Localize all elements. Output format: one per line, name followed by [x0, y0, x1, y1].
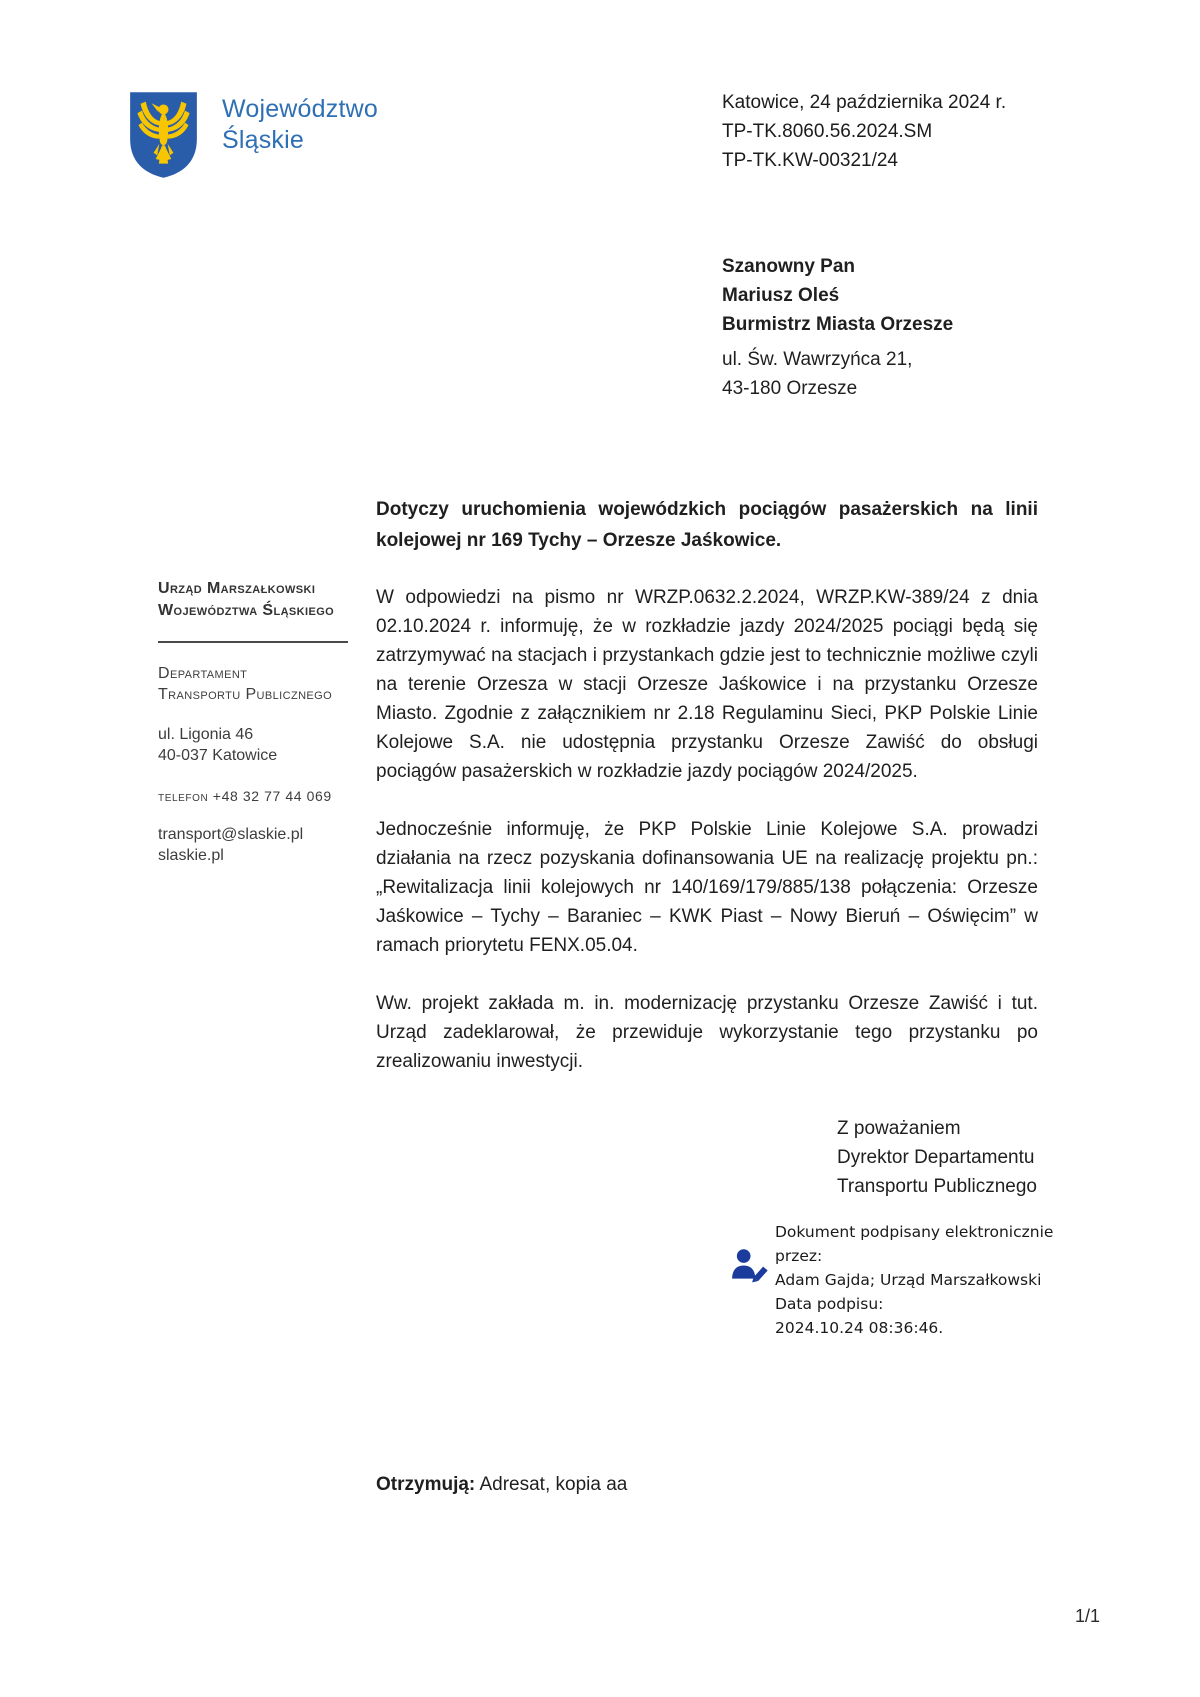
paragraph-2: Jednocześnie informuję, że PKP Polskie Linie Kolejowe S.A. prowadzi działania na rzecz pozyskania dofinansowania UE na realizację projektu pn.: „Rewitalizacja linii kolejowych nr 140/169/179/885/138 połączenia: Orzesze Jaśkowice – Tychy – Baraniec – KWK Piast – Nowy Bieruń – Oświęcim” w ramach priorytetu FENX.05.04. — [376, 819, 1038, 956]
sender-sidebar — [158, 578, 363, 866]
coat-of-arms-icon — [127, 90, 200, 180]
sender-department-line2: Transportu Publicznego — [158, 686, 333, 703]
sender-department-line1: Departament — [158, 665, 248, 682]
letter-body — [376, 583, 1038, 1105]
sender-contact — [158, 824, 363, 866]
recipient-block — [722, 252, 953, 403]
letterhead — [127, 90, 378, 180]
sender-email: transport@slaskie.pl — [158, 826, 304, 843]
closing-line1: Z poważaniem — [837, 1118, 961, 1139]
paragraph-1: W odpowiedzi na pismo nr WRZP.0632.2.2024, WRZP.KW-389/24 z dnia 02.10.2024 r. informuję, że w rozkładzie jazdy 2024/2025 pociągi będą się zatrzymywać na stacjach i przystankach gdzie jest to technicznie możliwe czyli na terenie Orzesza w stacji Orzesze Jaśkowice i na przystanku Orzesze Miasto. Zgodnie z załącznikiem nr 2.18 Regulaminu Sieci, PKP Polskie Linie Kolejowe S.A. nie udostępnia przystanku Orzesze Zawiść do obsługi pociągów pasażerskich w rozkładzie jazdy pociągów 2024/2025. — [376, 587, 1038, 782]
org-name-line2: Śląskie — [222, 126, 304, 154]
recipient-address-line2: 43-180 Orzesze — [722, 378, 858, 399]
electronic-signature-block — [775, 1220, 1085, 1340]
org-name — [222, 90, 378, 156]
page-number: 1/1 — [1075, 1606, 1101, 1626]
closing-line2: Dyrektor Departamentu — [837, 1147, 1035, 1168]
letter-subject: Dotyczy uruchomienia wojewódzkich pociągów pasażerskich na linii kolejowej nr 169 Tychy – Orzesze Jaśkowice. — [376, 499, 1038, 551]
closing-line3: Transportu Publicznego — [837, 1176, 1037, 1197]
distribution-line — [376, 1470, 627, 1499]
reference-number-2: TP-TK.KW-00321/24 — [722, 150, 899, 171]
date-reference-block — [722, 88, 1006, 175]
recipient-address-line1: ul. Św. Wawrzyńca 21, — [722, 349, 913, 370]
org-name-line1: Województwo — [222, 95, 378, 123]
esig-line4: 2024.10.24 08:36:46. — [775, 1319, 944, 1337]
sender-address-line2: 40-037 Katowice — [158, 747, 278, 764]
signature-person-pen-icon — [730, 1247, 770, 1283]
distribution-label: Otrzymują: — [376, 1474, 476, 1495]
sender-office — [158, 578, 363, 622]
sender-phone: telefon +48 32 77 44 069 — [158, 788, 332, 804]
sender-website: slaskie.pl — [158, 847, 224, 864]
esig-line1: Dokument podpisany elektronicznie przez: — [775, 1223, 1054, 1265]
recipient-title: Burmistrz Miasta Orzesze — [722, 314, 954, 335]
closing-block — [837, 1114, 1037, 1201]
place-date: Katowice, 24 października 2024 r. — [722, 92, 1007, 113]
sender-address-line1: ul. Ligonia 46 — [158, 726, 254, 743]
recipient-name: Mariusz Oleś — [722, 285, 840, 306]
esig-line2: Adam Gajda; Urząd Marszałkowski — [775, 1271, 1042, 1289]
sender-office-line2: Województwa Śląskiego — [158, 602, 335, 619]
sender-address — [158, 724, 363, 766]
sender-department — [158, 663, 363, 705]
sender-office-line1: Urząd Marszałkowski — [158, 580, 316, 597]
sidebar-divider — [158, 641, 348, 643]
reference-number-1: TP-TK.8060.56.2024.SM — [722, 121, 933, 142]
paragraph-3: Ww. projekt zakłada m. in. modernizację przystanku Orzesze Zawiść i tut. Urząd zadeklarował, że przewiduje wykorzystanie tego przystanku po zrealizowaniu inwestycji. — [376, 993, 1038, 1072]
recipient-salutation: Szanowny Pan — [722, 256, 856, 277]
esig-line3: Data podpisu: — [775, 1295, 884, 1313]
distribution-value: Adresat, kopia aa — [475, 1474, 628, 1495]
